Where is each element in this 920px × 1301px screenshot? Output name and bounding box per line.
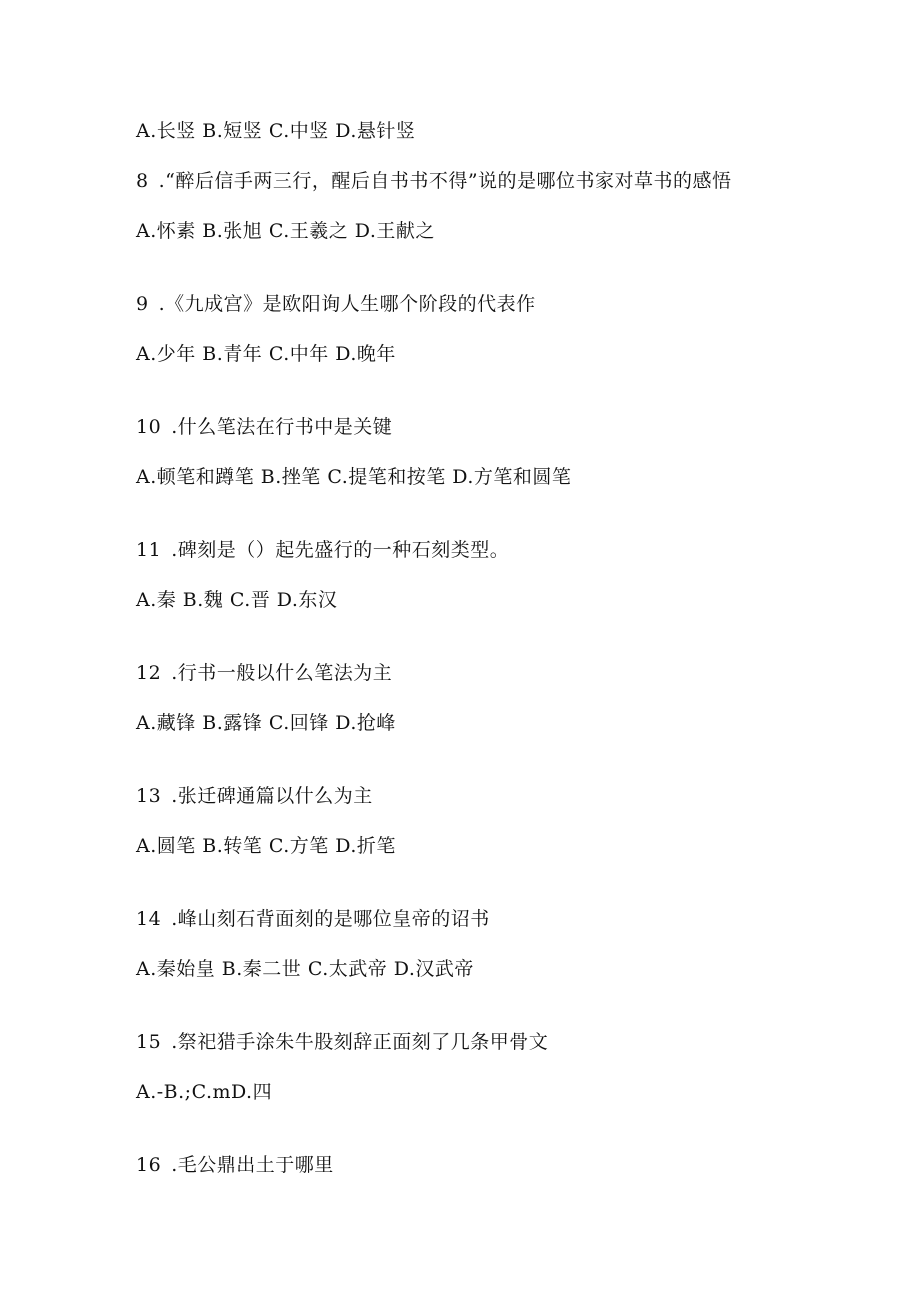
options-q15	[136, 1079, 272, 1105]
question-15	[136, 1029, 548, 1055]
question-13	[136, 783, 373, 809]
options-text: A.圆笔 B.转笔 C.方笔 D.折笔	[136, 835, 396, 857]
question-text: .峰山刻石背面刻的是哪位皇帝的诏书	[171, 908, 490, 930]
options-q14	[136, 956, 474, 982]
question-number: 9	[136, 293, 149, 315]
options-q8	[136, 218, 435, 244]
question-text: .张迁碑通篇以什么为主	[171, 785, 373, 807]
question-text: .毛公鼎出土于哪里	[171, 1154, 334, 1176]
question-text: .《九成宫》是欧阳询人生哪个阶段的代表作	[158, 293, 536, 315]
question-text: .行书一般以什么笔法为主	[171, 662, 393, 684]
question-10	[136, 414, 392, 440]
question-9	[136, 291, 536, 317]
question-number: 13	[136, 785, 162, 807]
options-q11	[136, 587, 337, 613]
question-number: 10	[136, 416, 162, 438]
options-text: A.少年 B.青年 C.中年 D.晚年	[136, 343, 396, 365]
question-14	[136, 906, 490, 932]
question-text: .祭祀猎手涂朱牛股刻辞正面刻了几条甲骨文	[171, 1031, 549, 1053]
options-q10	[136, 464, 571, 490]
options-q12	[136, 710, 396, 736]
question-number: 15	[136, 1031, 162, 1053]
question-number: 12	[136, 662, 162, 684]
options-q9	[136, 341, 396, 367]
question-number: 16	[136, 1154, 162, 1176]
options-q13	[136, 833, 396, 859]
question-text: .碑刻是（）起先盛行的一种石刻类型。	[171, 539, 510, 561]
question-8	[136, 168, 732, 194]
question-text: .“醉后信手两三行，醒后自书书不得”说的是哪位书家对草书的感悟	[158, 170, 732, 192]
options-text: A.藏锋 B.露锋 C.回锋 D.抢峰	[136, 712, 396, 734]
options-text: A.秦 B.魏 C.晋 D.东汉	[136, 589, 338, 611]
options-text: A.秦始皇 B.秦二世 C.太武帝 D.汉武帝	[136, 958, 474, 980]
question-11	[136, 537, 509, 563]
options-text: A.顿笔和蹲笔 B.挫笔 C.提笔和按笔 D.方笔和圆笔	[136, 466, 572, 488]
question-number: 14	[136, 908, 162, 930]
question-16	[136, 1152, 334, 1178]
options-text: A.-B.;C.mD.四	[136, 1081, 273, 1103]
options-text: A.长竖 B.短竖 C.中竖 D.悬针竖	[136, 120, 416, 142]
options-text: A.怀素 B.张旭 C.王羲之 D.王献之	[136, 220, 435, 242]
question-number: 11	[136, 539, 162, 561]
question-text: .什么笔法在行书中是关键	[171, 416, 393, 438]
options-q7	[136, 118, 415, 144]
question-12	[136, 660, 392, 686]
question-number: 8	[136, 170, 149, 192]
